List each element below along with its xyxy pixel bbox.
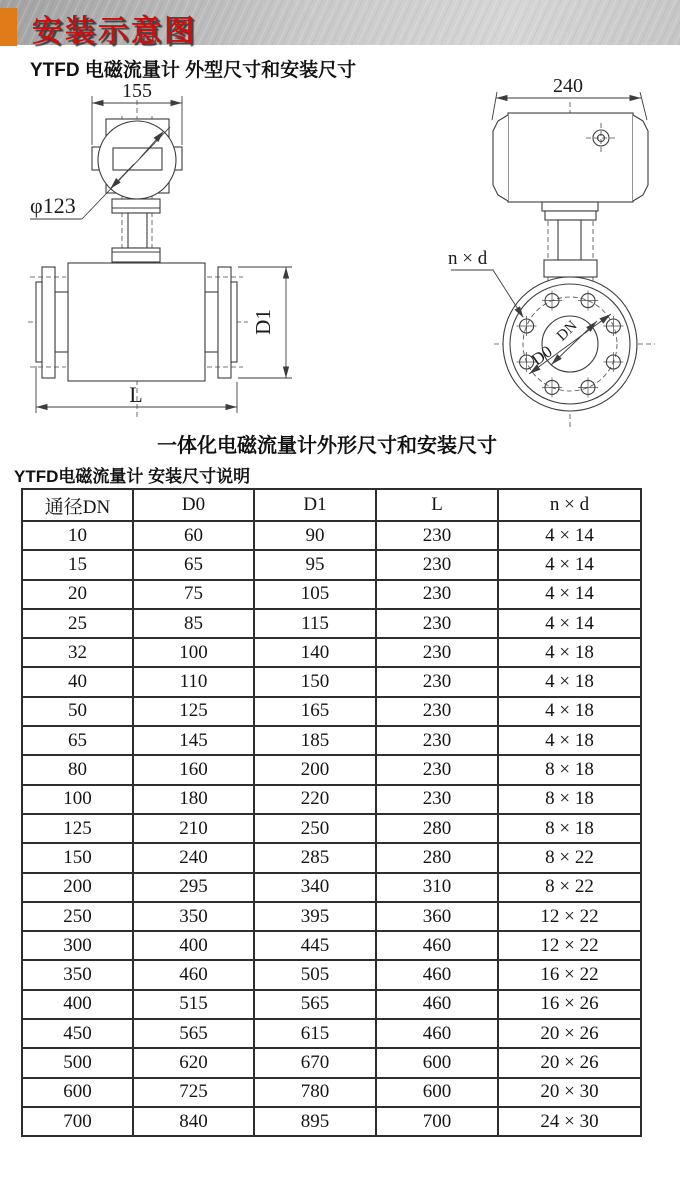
table-cell: 20 bbox=[22, 580, 133, 609]
table-cell: 4 × 18 bbox=[498, 667, 641, 696]
table-cell: 620 bbox=[133, 1048, 254, 1077]
table-row bbox=[22, 580, 641, 609]
table-cell: 125 bbox=[133, 697, 254, 726]
table-cell: 20 × 26 bbox=[498, 1048, 641, 1077]
table-cell: 20 × 30 bbox=[498, 1078, 641, 1107]
header-banner bbox=[0, 0, 680, 48]
table-row bbox=[22, 609, 641, 638]
table-row bbox=[22, 843, 641, 872]
table-cell: 460 bbox=[376, 960, 498, 989]
table-cell: 285 bbox=[254, 843, 376, 872]
bolt-spec-label: n × d bbox=[448, 248, 488, 269]
page-subtitle: YTFD 电磁流量计 外型尺寸和安装尺寸 bbox=[30, 60, 357, 81]
table-cell: 230 bbox=[376, 755, 498, 784]
table-cell: 340 bbox=[254, 873, 376, 902]
dimension-table bbox=[21, 488, 642, 1137]
table-row bbox=[22, 667, 641, 696]
table-cell: 8 × 22 bbox=[498, 873, 641, 902]
bolt-circle-dim-label: D0 bbox=[527, 341, 556, 370]
table-cell: 8 × 22 bbox=[498, 843, 641, 872]
table-cell: 15 bbox=[22, 550, 133, 579]
table-cell: 200 bbox=[22, 873, 133, 902]
table-cell: 230 bbox=[376, 667, 498, 696]
table-cell: 4 × 18 bbox=[498, 726, 641, 755]
table-row bbox=[22, 726, 641, 755]
table-cell: 230 bbox=[376, 580, 498, 609]
table-cell: 20 × 26 bbox=[498, 1019, 641, 1048]
table-cell: 4 × 18 bbox=[498, 638, 641, 667]
table-cell: 16 × 26 bbox=[498, 990, 641, 1019]
table-cell: 565 bbox=[133, 1019, 254, 1048]
table-row bbox=[22, 1048, 641, 1077]
table-cell: 80 bbox=[22, 755, 133, 784]
table-row bbox=[22, 873, 641, 902]
table-cell: 125 bbox=[22, 814, 133, 843]
accent-block bbox=[0, 8, 17, 46]
table-cell: 460 bbox=[376, 931, 498, 960]
table-cell: 615 bbox=[254, 1019, 376, 1048]
table-cell: 12 × 22 bbox=[498, 902, 641, 931]
table-row bbox=[22, 814, 641, 843]
table-cell: 600 bbox=[376, 1078, 498, 1107]
column-header-nxd: n × d bbox=[498, 489, 641, 521]
table-cell: 310 bbox=[376, 873, 498, 902]
table-row bbox=[22, 550, 641, 579]
table-cell: 460 bbox=[376, 990, 498, 1019]
table-cell: 90 bbox=[254, 521, 376, 550]
column-header-l: L bbox=[376, 489, 498, 521]
table-row bbox=[22, 755, 641, 784]
table-cell: 24 × 30 bbox=[498, 1107, 641, 1136]
table-cell: 400 bbox=[133, 931, 254, 960]
table-cell: 220 bbox=[254, 785, 376, 814]
table-cell: 200 bbox=[254, 755, 376, 784]
table-cell: 65 bbox=[133, 550, 254, 579]
table-cell: 75 bbox=[133, 580, 254, 609]
table-cell: 40 bbox=[22, 667, 133, 696]
table-row bbox=[22, 697, 641, 726]
column-header-d0: D0 bbox=[133, 489, 254, 521]
table-row bbox=[22, 1107, 641, 1136]
table-cell: 300 bbox=[22, 931, 133, 960]
table-cell: 180 bbox=[133, 785, 254, 814]
table-cell: 230 bbox=[376, 785, 498, 814]
table-cell: 4 × 14 bbox=[498, 580, 641, 609]
table-row bbox=[22, 960, 641, 989]
table-cell: 4 × 14 bbox=[498, 609, 641, 638]
table-cell: 4 × 14 bbox=[498, 521, 641, 550]
table-cell: 16 × 22 bbox=[498, 960, 641, 989]
table-cell: 515 bbox=[133, 990, 254, 1019]
table-cell: 240 bbox=[133, 843, 254, 872]
table-cell: 95 bbox=[254, 550, 376, 579]
table-cell: 10 bbox=[22, 521, 133, 550]
table-row bbox=[22, 1078, 641, 1107]
table-cell: 360 bbox=[376, 902, 498, 931]
table-cell: 565 bbox=[254, 990, 376, 1019]
table-row bbox=[22, 931, 641, 960]
table-cell: 600 bbox=[376, 1048, 498, 1077]
table-cell: 4 × 14 bbox=[498, 550, 641, 579]
table-cell: 460 bbox=[376, 1019, 498, 1048]
table-row bbox=[22, 521, 641, 550]
table-title: YTFD电磁流量计 安装尺寸说明 bbox=[14, 467, 251, 486]
table-cell: 280 bbox=[376, 814, 498, 843]
table-cell: 460 bbox=[133, 960, 254, 989]
table-cell: 230 bbox=[376, 550, 498, 579]
table-header-row bbox=[22, 489, 641, 521]
head-diameter-label: φ123 bbox=[30, 193, 76, 218]
table-cell: 85 bbox=[133, 609, 254, 638]
table-cell: 140 bbox=[254, 638, 376, 667]
table-cell: 150 bbox=[22, 843, 133, 872]
table-cell: 100 bbox=[22, 785, 133, 814]
table-cell: 400 bbox=[22, 990, 133, 1019]
table-cell: 500 bbox=[22, 1048, 133, 1077]
table-cell: 25 bbox=[22, 609, 133, 638]
table-cell: 210 bbox=[133, 814, 254, 843]
table-cell: 700 bbox=[22, 1107, 133, 1136]
table-cell: 4 × 18 bbox=[498, 697, 641, 726]
column-header-dn: 通径DN bbox=[22, 489, 133, 521]
column-header-d1: D1 bbox=[254, 489, 376, 521]
table-cell: 450 bbox=[22, 1019, 133, 1048]
table-row bbox=[22, 902, 641, 931]
technical-drawings bbox=[0, 78, 680, 428]
table-cell: 280 bbox=[376, 843, 498, 872]
table-cell: 670 bbox=[254, 1048, 376, 1077]
table-cell: 840 bbox=[133, 1107, 254, 1136]
table-cell: 445 bbox=[254, 931, 376, 960]
table-cell: 250 bbox=[22, 902, 133, 931]
table-cell: 230 bbox=[376, 638, 498, 667]
table-cell: 505 bbox=[254, 960, 376, 989]
table-cell: 100 bbox=[133, 638, 254, 667]
bore-dim-label: DN bbox=[553, 317, 581, 345]
table-cell: 145 bbox=[133, 726, 254, 755]
table-cell: 250 bbox=[254, 814, 376, 843]
table-cell: 8 × 18 bbox=[498, 814, 641, 843]
table-row bbox=[22, 785, 641, 814]
side-width-dim-label: 240 bbox=[553, 78, 583, 97]
table-cell: 65 bbox=[22, 726, 133, 755]
table-cell: 230 bbox=[376, 697, 498, 726]
table-cell: 600 bbox=[22, 1078, 133, 1107]
table-cell: 395 bbox=[254, 902, 376, 931]
table-cell: 50 bbox=[22, 697, 133, 726]
table-cell: 8 × 18 bbox=[498, 785, 641, 814]
table-cell: 725 bbox=[133, 1078, 254, 1107]
display-window bbox=[113, 148, 162, 170]
table-row bbox=[22, 1019, 641, 1048]
table-cell: 895 bbox=[254, 1107, 376, 1136]
table-cell: 110 bbox=[133, 667, 254, 696]
table-cell: 185 bbox=[254, 726, 376, 755]
table-cell: 230 bbox=[376, 521, 498, 550]
table-cell: 115 bbox=[254, 609, 376, 638]
table-cell: 295 bbox=[133, 873, 254, 902]
table-cell: 350 bbox=[133, 902, 254, 931]
table-row bbox=[22, 638, 641, 667]
table-row bbox=[22, 990, 641, 1019]
table-cell: 230 bbox=[376, 609, 498, 638]
table-cell: 8 × 18 bbox=[498, 755, 641, 784]
table-cell: 60 bbox=[133, 521, 254, 550]
table-cell: 105 bbox=[254, 580, 376, 609]
table-cell: 230 bbox=[376, 726, 498, 755]
drawings-caption: 一体化电磁流量计外形尺寸和安装尺寸 bbox=[157, 435, 497, 457]
table-cell: 780 bbox=[254, 1078, 376, 1107]
table-cell: 150 bbox=[254, 667, 376, 696]
table-cell: 160 bbox=[133, 755, 254, 784]
table-cell: 700 bbox=[376, 1107, 498, 1136]
table-cell: 165 bbox=[254, 697, 376, 726]
front-view-drawing bbox=[28, 80, 292, 420]
table-cell: 12 × 22 bbox=[498, 931, 641, 960]
front-width-dim-label: 155 bbox=[122, 80, 152, 102]
banner-title: 安装示意图 bbox=[32, 15, 197, 48]
front-length-dim-label: L bbox=[129, 382, 143, 407]
table-cell: 32 bbox=[22, 638, 133, 667]
front-height-dim-label: D1 bbox=[251, 309, 275, 335]
side-view-drawing bbox=[448, 78, 655, 428]
table-cell: 350 bbox=[22, 960, 133, 989]
